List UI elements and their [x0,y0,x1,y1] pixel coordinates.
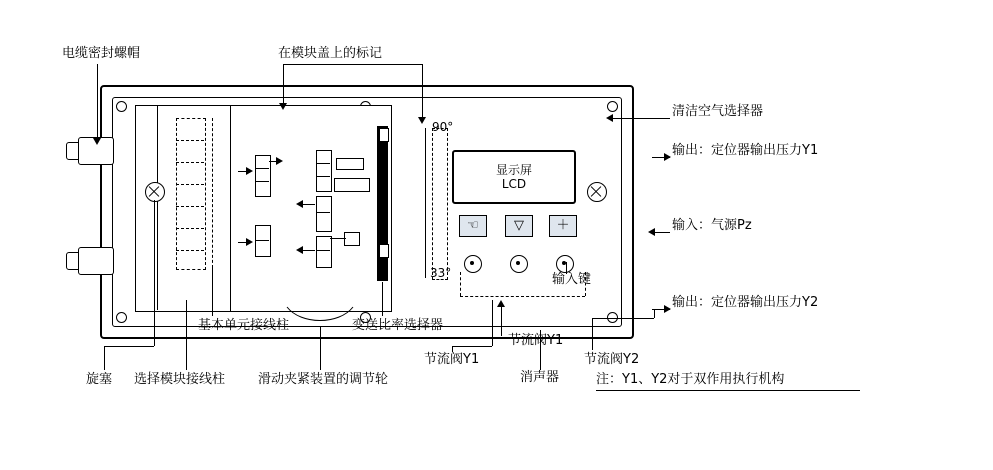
callout-module-cover-marking: 在模块盖上的标记 [278,46,383,61]
callout-throttle-y2: 节流阀Y2 [584,352,640,367]
leader-arrow [664,305,671,313]
note-underline [596,390,860,391]
ratio-selector-top-window [379,128,389,142]
component-body [334,178,370,192]
input-button[interactable] [556,255,574,273]
flow-line [269,161,277,162]
terminal-block [316,236,332,268]
leader-line [212,268,213,316]
note-double-acting: 注：Y1、Y2对于双作用执行机构 [596,372,785,387]
leader-line [612,118,670,119]
flow-arrow-right [276,157,283,165]
terminal-tick [176,184,204,185]
terminal-guide [212,118,213,268]
terminal-line [316,250,330,251]
leader-line [501,306,502,336]
leader-line [592,318,654,319]
panel-divider [157,105,158,310]
callout-output-y1: 输出：定位器输出压力Y1 [672,143,819,158]
flow-arrow-left [296,246,303,254]
lcd-display [452,150,576,204]
flow-line [238,242,248,243]
callout-plug: 旋塞 [86,372,113,387]
plus-key-glyph: ＋ [556,218,570,233]
terminal-tick [176,206,204,207]
output-port-icon [587,182,607,202]
leader-line [452,346,492,347]
terminal-line [255,181,269,182]
terminal-line [316,163,330,164]
ratio-selector-bottom-window [379,244,389,258]
leader-arrow [418,117,426,124]
terminal-tick [176,162,204,163]
down-key-glyph: ▽ [514,218,524,233]
hand-key-icon [459,215,487,237]
callout-cable-gland-nut: 电缆密封螺帽 [62,46,141,61]
terminal-tick [176,140,204,141]
leader-line [422,64,423,120]
callout-input-keys: 输入键 [552,272,592,287]
leader-arrow [93,138,101,145]
callout-input-pz: 输入：气源Pz [672,218,752,233]
housing-screw [116,312,127,323]
leader-line [97,64,98,140]
leader-line [320,326,321,370]
flow-line [303,250,315,251]
terminal-line [255,168,269,169]
leader-line [592,318,593,350]
leader-line [452,346,453,352]
selector-guide-line [425,128,426,278]
terminal-block [316,196,332,232]
lcd-line-1: 显示屏 [495,163,532,177]
leader-line [154,200,155,346]
leader-arrow [497,300,505,307]
component-body [344,232,360,246]
component-lead [330,238,346,239]
housing-screw [116,101,127,112]
terminal-line [316,212,330,213]
terminal-tick [176,250,204,251]
adjust-wheel-arc [285,305,355,327]
plus-key-icon [549,215,577,237]
leader-line [283,64,423,65]
leader-arrow [648,228,655,236]
throttle-region-dashed [460,272,461,296]
down-key-icon [505,215,533,237]
flow-arrow-left [296,200,303,208]
leader-line [654,309,655,318]
terminal-line [255,240,269,241]
callout-slide-clamp-wheel: 滑动夹紧装置的调节轮 [258,372,389,387]
throttle-region-dashed [460,296,585,297]
leader-line [186,300,187,370]
leader-arrow [606,114,613,122]
leader-line [104,346,154,347]
input-button[interactable] [464,255,482,273]
leader-line [283,64,284,106]
flow-line [303,204,315,205]
plug-port-icon [145,182,165,202]
cable-gland-lower [78,247,114,275]
callout-throttle-y1-left: 节流阀Y1 [424,352,480,367]
callout-clean-air-selector: 清洁空气选择器 [672,104,764,119]
input-button[interactable] [510,255,528,273]
callout-output-y2: 输出：定位器输出压力Y2 [672,295,819,310]
leader-line [382,282,383,316]
leader-line [566,262,567,274]
callout-basic-unit-terminal: 基本单元接线柱 [198,318,290,333]
terminal-block [316,150,332,192]
callout-select-module-terminal: 选择模块接线柱 [134,372,226,387]
hand-key-glyph: ☜ [467,218,479,233]
callout-transmit-ratio-selector: 变送比率选择器 [352,318,444,333]
leader-line [492,300,493,346]
leader-line [104,346,105,370]
terminal-block [255,225,271,257]
leader-line [540,330,541,348]
clean-air-selector-slot [432,128,448,280]
basic-unit-panel [230,105,392,312]
component-body [336,158,364,170]
flow-line [238,171,248,172]
leader-arrow [279,103,287,110]
callout-throttle-y1-inner: 节流阀Y1 [508,333,564,348]
angle-90-label: 90° [432,120,454,134]
housing-screw [607,101,618,112]
terminal-line [316,176,330,177]
leader-line [540,348,541,370]
angle-33-label: 33° [430,266,452,280]
callout-muffler: 消声器 [520,370,560,385]
leader-arrow [664,153,671,161]
terminal-tick [176,228,204,229]
lcd-line-2: LCD [501,177,527,191]
